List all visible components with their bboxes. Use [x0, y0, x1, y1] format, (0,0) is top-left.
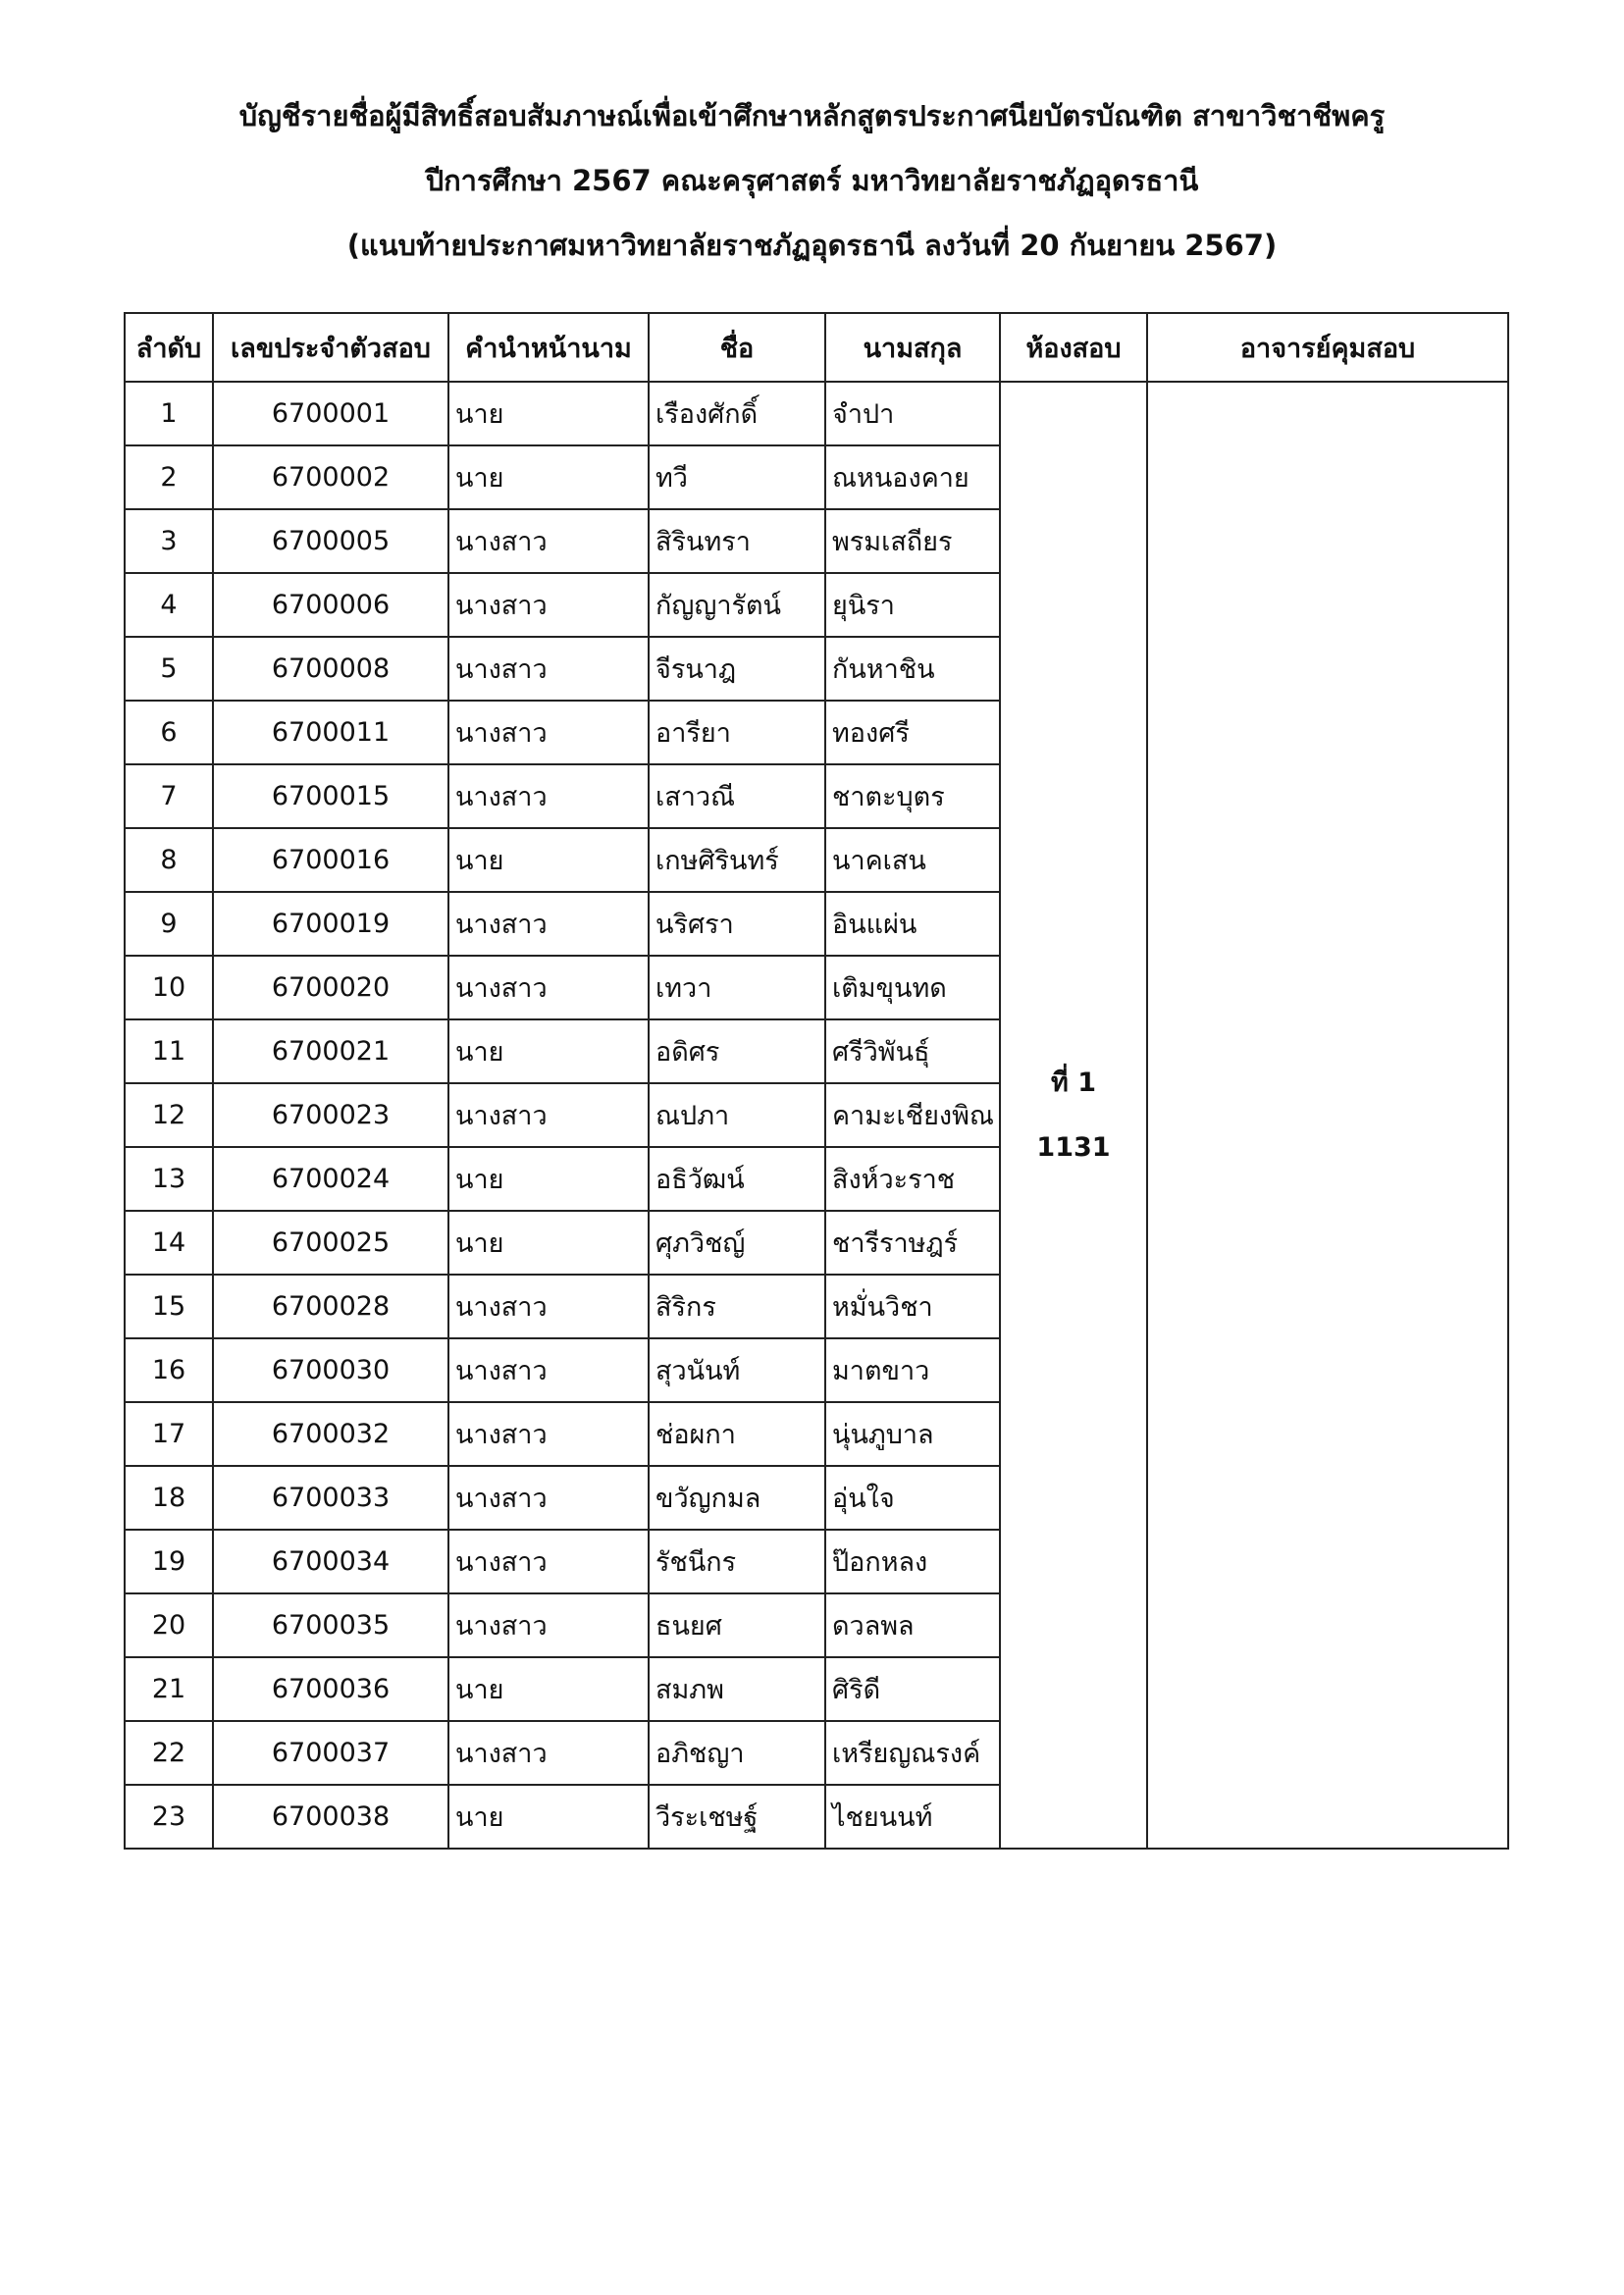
room-label: ที่ 1 — [1051, 1067, 1096, 1098]
cell-last-name: ดวลพล — [825, 1593, 1000, 1657]
header-line-1: บัญชีรายชื่อผู้มีสิทธิ์สอบสัมภาษณ์เพื่อเข้าศึกษาหลักสูตรประกาศนียบัตรบัณฑิต สาขาวิชาชีพครู — [238, 99, 1386, 132]
cell-last-name: สิงห์วะราช — [825, 1147, 1000, 1211]
cell-title: นางสาว — [448, 1721, 649, 1785]
cell-seq: 20 — [125, 1593, 213, 1657]
cell-exam-id: 6700006 — [213, 573, 448, 637]
cell-title: นางสาว — [448, 892, 649, 956]
cell-title: นางสาว — [448, 1466, 649, 1530]
cell-seq: 19 — [125, 1530, 213, 1593]
header-line-2: ปีการศึกษา 2567 คณะครุศาสตร์ มหาวิทยาลัยราชภัฏอุดรธานี — [425, 164, 1199, 197]
cell-seq: 12 — [125, 1083, 213, 1147]
cell-last-name: ชาตะบุตร — [825, 764, 1000, 828]
cell-exam-id: 6700025 — [213, 1211, 448, 1275]
cell-title: นางสาว — [448, 1275, 649, 1338]
cell-last-name: กันหาชิน — [825, 637, 1000, 701]
cell-seq: 9 — [125, 892, 213, 956]
cell-first-name: ธนยศ — [649, 1593, 825, 1657]
cell-exam-id: 6700036 — [213, 1657, 448, 1721]
cell-exam-id: 6700015 — [213, 764, 448, 828]
cell-title: นางสาว — [448, 764, 649, 828]
cell-seq: 7 — [125, 764, 213, 828]
cell-title: นาย — [448, 382, 649, 445]
table-row — [125, 382, 1508, 445]
cell-first-name: เสาวณี — [649, 764, 825, 828]
cell-first-name: อธิวัฒน์ — [649, 1147, 825, 1211]
cell-exam-id: 6700024 — [213, 1147, 448, 1211]
cell-last-name: ศิริดี — [825, 1657, 1000, 1721]
cell-last-name: หมั่นวิชา — [825, 1275, 1000, 1338]
cell-first-name: ขวัญกมล — [649, 1466, 825, 1530]
cell-title: นางสาว — [448, 1530, 649, 1593]
cell-first-name: รัชนีกร — [649, 1530, 825, 1593]
cell-title: นางสาว — [448, 1338, 649, 1402]
col-header-proctor: อาจารย์คุมสอบ — [1147, 313, 1508, 382]
cell-seq: 18 — [125, 1466, 213, 1530]
cell-exam-id: 6700020 — [213, 956, 448, 1019]
cell-exam-id: 6700032 — [213, 1402, 448, 1466]
cell-title: นาย — [448, 828, 649, 892]
cell-seq: 16 — [125, 1338, 213, 1402]
table-header-row — [125, 313, 1508, 382]
cell-last-name: พรมเสถียร — [825, 509, 1000, 573]
cell-title: นาย — [448, 1785, 649, 1849]
cell-last-name: ยุนิรา — [825, 573, 1000, 637]
cell-last-name: ทองศรี — [825, 701, 1000, 764]
cell-title: นาย — [448, 1211, 649, 1275]
cell-seq: 17 — [125, 1402, 213, 1466]
cell-exam-id: 6700005 — [213, 509, 448, 573]
cell-seq: 10 — [125, 956, 213, 1019]
cell-first-name: ศุภวิชญ์ — [649, 1211, 825, 1275]
document-header — [0, 83, 1624, 278]
cell-first-name: ณปภา — [649, 1083, 825, 1147]
cell-seq: 23 — [125, 1785, 213, 1849]
cell-title: นางสาว — [448, 1593, 649, 1657]
cell-exam-id: 6700011 — [213, 701, 448, 764]
cell-first-name: ช่อผกา — [649, 1402, 825, 1466]
col-header-first-name: ชื่อ — [649, 313, 825, 382]
cell-last-name: มาตขาว — [825, 1338, 1000, 1402]
cell-title: นาย — [448, 1657, 649, 1721]
cell-exam-id: 6700035 — [213, 1593, 448, 1657]
cell-first-name: นริศรา — [649, 892, 825, 956]
cell-seq: 13 — [125, 1147, 213, 1211]
cell-first-name: สิรินทรา — [649, 509, 825, 573]
cell-first-name: สุวนันท์ — [649, 1338, 825, 1402]
cell-exam-id: 6700034 — [213, 1530, 448, 1593]
cell-first-name: อภิชญา — [649, 1721, 825, 1785]
cell-first-name: จีรนาฎ — [649, 637, 825, 701]
cell-room — [1000, 382, 1147, 1849]
cell-seq: 5 — [125, 637, 213, 701]
cell-last-name: ไชยนนท์ — [825, 1785, 1000, 1849]
cell-title: นางสาว — [448, 1402, 649, 1466]
cell-last-name: นาคเสน — [825, 828, 1000, 892]
cell-title: นางสาว — [448, 1083, 649, 1147]
col-header-last-name: นามสกุล — [825, 313, 1000, 382]
cell-last-name: นุ่นภูบาล — [825, 1402, 1000, 1466]
cell-exam-id: 6700038 — [213, 1785, 448, 1849]
room-number: 1131 — [1036, 1131, 1111, 1163]
cell-proctor — [1147, 382, 1508, 1849]
cell-first-name: กัญญารัตน์ — [649, 573, 825, 637]
cell-first-name: วีระเชษฐ์ — [649, 1785, 825, 1849]
cell-seq: 8 — [125, 828, 213, 892]
cell-last-name: อุ่นใจ — [825, 1466, 1000, 1530]
cell-first-name: อารียา — [649, 701, 825, 764]
roster-body — [125, 382, 1508, 1849]
cell-exam-id: 6700001 — [213, 382, 448, 445]
col-header-room: ห้องสอบ — [1000, 313, 1147, 382]
cell-title: นาย — [448, 445, 649, 509]
cell-seq: 1 — [125, 382, 213, 445]
cell-first-name: อดิศร — [649, 1019, 825, 1083]
cell-seq: 11 — [125, 1019, 213, 1083]
cell-last-name: อินแผ่น — [825, 892, 1000, 956]
cell-first-name: สมภพ — [649, 1657, 825, 1721]
cell-title: นางสาว — [448, 956, 649, 1019]
cell-first-name: เทวา — [649, 956, 825, 1019]
cell-exam-id: 6700023 — [213, 1083, 448, 1147]
cell-title: นางสาว — [448, 701, 649, 764]
cell-exam-id: 6700028 — [213, 1275, 448, 1338]
cell-last-name: ณหนองคาย — [825, 445, 1000, 509]
cell-last-name: ป๊อกหลง — [825, 1530, 1000, 1593]
cell-seq: 22 — [125, 1721, 213, 1785]
cell-seq: 21 — [125, 1657, 213, 1721]
cell-seq: 2 — [125, 445, 213, 509]
cell-exam-id: 6700033 — [213, 1466, 448, 1530]
cell-last-name: เติมขุนทด — [825, 956, 1000, 1019]
col-header-title: คำนำหน้านาม — [448, 313, 649, 382]
cell-title: นางสาว — [448, 509, 649, 573]
cell-seq: 14 — [125, 1211, 213, 1275]
cell-exam-id: 6700037 — [213, 1721, 448, 1785]
cell-title: นาย — [448, 1019, 649, 1083]
cell-exam-id: 6700008 — [213, 637, 448, 701]
cell-first-name: เรืองศักดิ์ — [649, 382, 825, 445]
cell-title: นาย — [448, 1147, 649, 1211]
col-header-seq: ลำดับ — [125, 313, 213, 382]
header-line-3: (แนบท้ายประกาศมหาวิทยาลัยราชภัฏอุดรธานี ลงวันที่ 20 กันยายน 2567) — [346, 229, 1278, 262]
cell-title: นางสาว — [448, 637, 649, 701]
cell-last-name: จำปา — [825, 382, 1000, 445]
cell-exam-id: 6700021 — [213, 1019, 448, 1083]
cell-last-name: เหรียญณรงค์ — [825, 1721, 1000, 1785]
cell-first-name: สิริกร — [649, 1275, 825, 1338]
cell-first-name: ทวี — [649, 445, 825, 509]
roster-table — [124, 312, 1509, 1850]
cell-first-name: เกษศิรินทร์ — [649, 828, 825, 892]
cell-seq: 6 — [125, 701, 213, 764]
cell-exam-id: 6700016 — [213, 828, 448, 892]
cell-exam-id: 6700002 — [213, 445, 448, 509]
cell-exam-id: 6700030 — [213, 1338, 448, 1402]
cell-title: นางสาว — [448, 573, 649, 637]
col-header-exam-id: เลขประจำตัวสอบ — [213, 313, 448, 382]
cell-seq: 4 — [125, 573, 213, 637]
cell-last-name: ชารีราษฎร์ — [825, 1211, 1000, 1275]
cell-exam-id: 6700019 — [213, 892, 448, 956]
cell-last-name: คามะเชียงพิณ — [825, 1083, 1000, 1147]
cell-seq: 15 — [125, 1275, 213, 1338]
cell-last-name: ศรีวิพันธุ์ — [825, 1019, 1000, 1083]
cell-seq: 3 — [125, 509, 213, 573]
